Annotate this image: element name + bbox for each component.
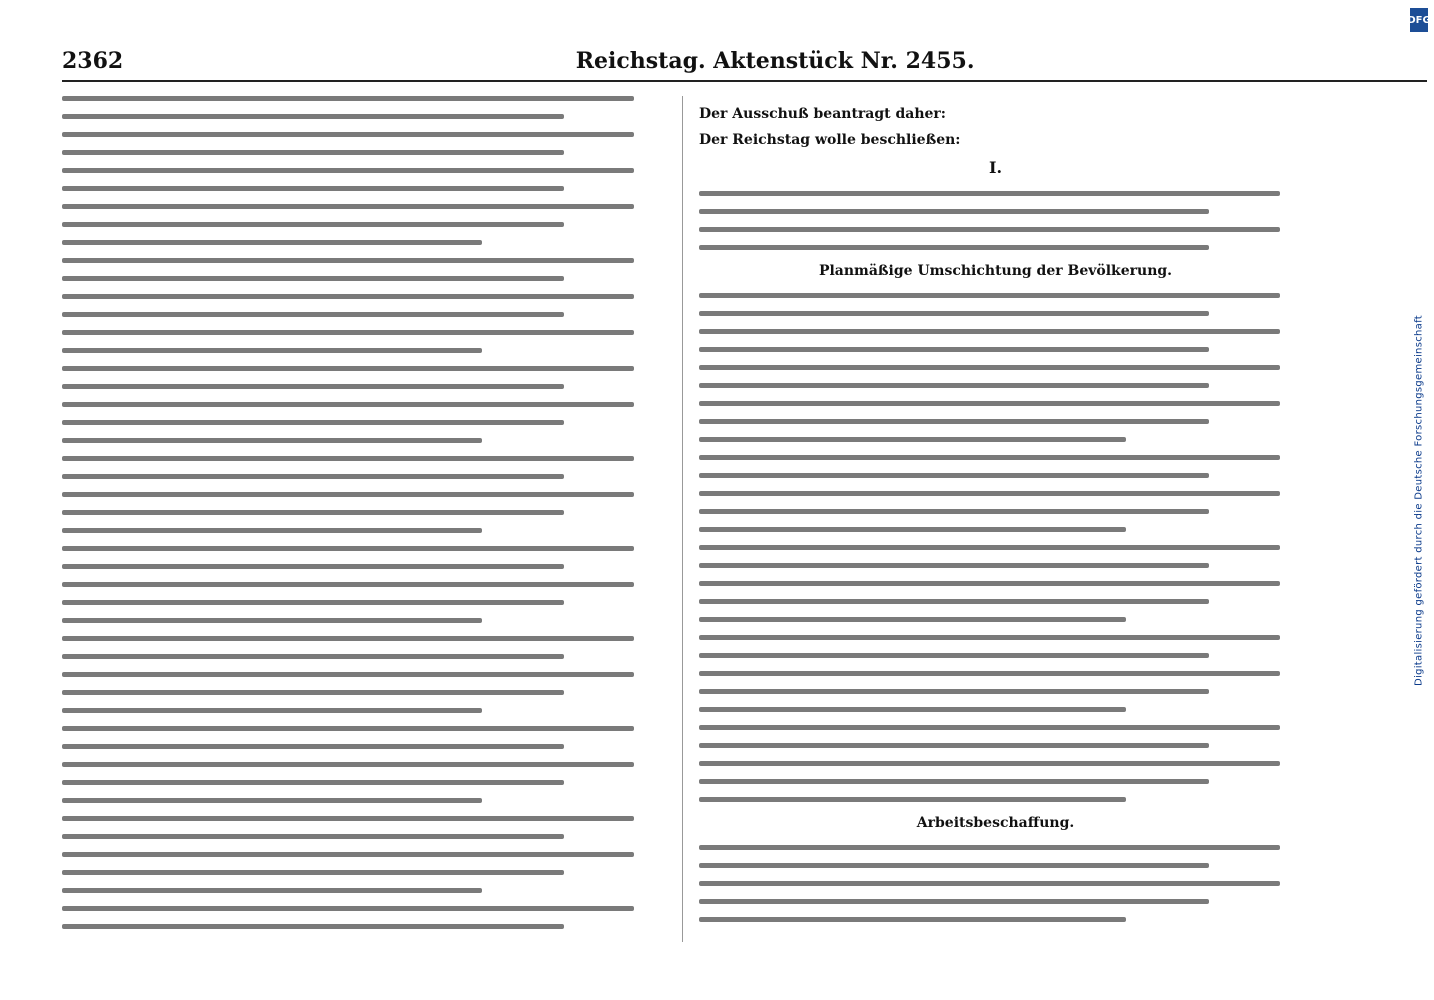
text-line (62, 456, 634, 461)
text-line (62, 168, 634, 173)
text-line (699, 635, 1280, 640)
text-line (62, 366, 634, 371)
text-line (62, 888, 482, 893)
text-line (699, 455, 1280, 460)
text-line (62, 726, 634, 731)
text-line (62, 420, 564, 425)
page-number: 2362 (62, 48, 124, 74)
header-title: Reichstag. Aktenstück Nr. 2455. (575, 48, 975, 74)
text-line (699, 191, 1280, 196)
text-line (699, 845, 1280, 850)
text-line (699, 899, 1209, 904)
text-line (62, 132, 634, 137)
text-line (699, 527, 1126, 532)
text-line (62, 474, 564, 479)
left-column (62, 96, 662, 942)
text-line (62, 654, 564, 659)
text-line (62, 600, 564, 605)
dfg-logo: DFG (1410, 8, 1428, 32)
text-line (62, 510, 564, 515)
text-line (699, 863, 1209, 868)
text-line (62, 564, 564, 569)
text-line (62, 258, 634, 263)
text-line (62, 690, 564, 695)
text-line (62, 528, 482, 533)
text-line (62, 294, 634, 299)
text-line (62, 816, 634, 821)
text-line (699, 761, 1280, 766)
text-line (62, 780, 564, 785)
text-line (62, 438, 482, 443)
text-line (699, 347, 1209, 352)
text-line (699, 545, 1280, 550)
right-column (682, 96, 1292, 942)
text-line (699, 797, 1126, 802)
rotated-page (62, 42, 1427, 962)
text-line (62, 204, 634, 209)
text-line (699, 779, 1209, 784)
text-line (62, 870, 564, 875)
text-line (62, 330, 634, 335)
text-line (699, 743, 1209, 748)
text-line (62, 492, 634, 497)
text-line (699, 707, 1126, 712)
text-line (62, 636, 634, 641)
text-line (62, 546, 634, 551)
text-line (62, 798, 482, 803)
text-line (699, 563, 1209, 568)
page-header (62, 42, 1427, 82)
text-line (699, 245, 1209, 250)
text-line (699, 329, 1280, 334)
text-line (699, 473, 1209, 478)
text-line (699, 401, 1280, 406)
text-line (62, 222, 564, 227)
text-line (699, 599, 1209, 604)
text-line (62, 114, 564, 119)
text-line (62, 384, 564, 389)
digitization-note: Digitalisierung gefördert durch die Deutsche Forschungsgemeinschaft (1413, 315, 1425, 687)
text-line (62, 744, 564, 749)
text-line (62, 150, 564, 155)
proposal-intro: Der Ausschuß beantragt daher: (699, 106, 946, 122)
text-line (62, 834, 564, 839)
text-line (62, 402, 634, 407)
text-line (62, 312, 564, 317)
text-line (699, 881, 1280, 886)
text-line (699, 509, 1209, 514)
text-line (699, 725, 1280, 730)
proposal-resolve: Der Reichstag wolle beschließen: (699, 132, 961, 148)
text-line (62, 924, 564, 929)
text-line (699, 491, 1280, 496)
text-line (699, 653, 1209, 658)
section-roman: I. (988, 158, 1003, 177)
text-line (699, 671, 1280, 676)
text-line (699, 617, 1126, 622)
text-line (699, 293, 1280, 298)
section-title-2: Arbeitsbeschaffung. (916, 815, 1075, 831)
text-line (699, 917, 1126, 922)
text-line (62, 96, 634, 101)
text-line (62, 186, 564, 191)
text-line (62, 852, 634, 857)
text-line (62, 762, 634, 767)
text-line (699, 437, 1126, 442)
text-line (62, 348, 482, 353)
text-line (62, 906, 634, 911)
text-line (699, 227, 1280, 232)
text-line (699, 689, 1209, 694)
text-line (62, 708, 482, 713)
text-line (62, 672, 634, 677)
text-line (62, 240, 482, 245)
text-line (62, 276, 564, 281)
text-line (699, 365, 1280, 370)
text-line (62, 582, 634, 587)
text-line (699, 419, 1209, 424)
text-line (699, 383, 1209, 388)
text-line (699, 209, 1209, 214)
text-line (699, 581, 1280, 586)
text-line (62, 618, 482, 623)
section-title-1: Planmäßige Umschichtung der Bevölkerung. (818, 263, 1173, 279)
text-line (699, 311, 1209, 316)
